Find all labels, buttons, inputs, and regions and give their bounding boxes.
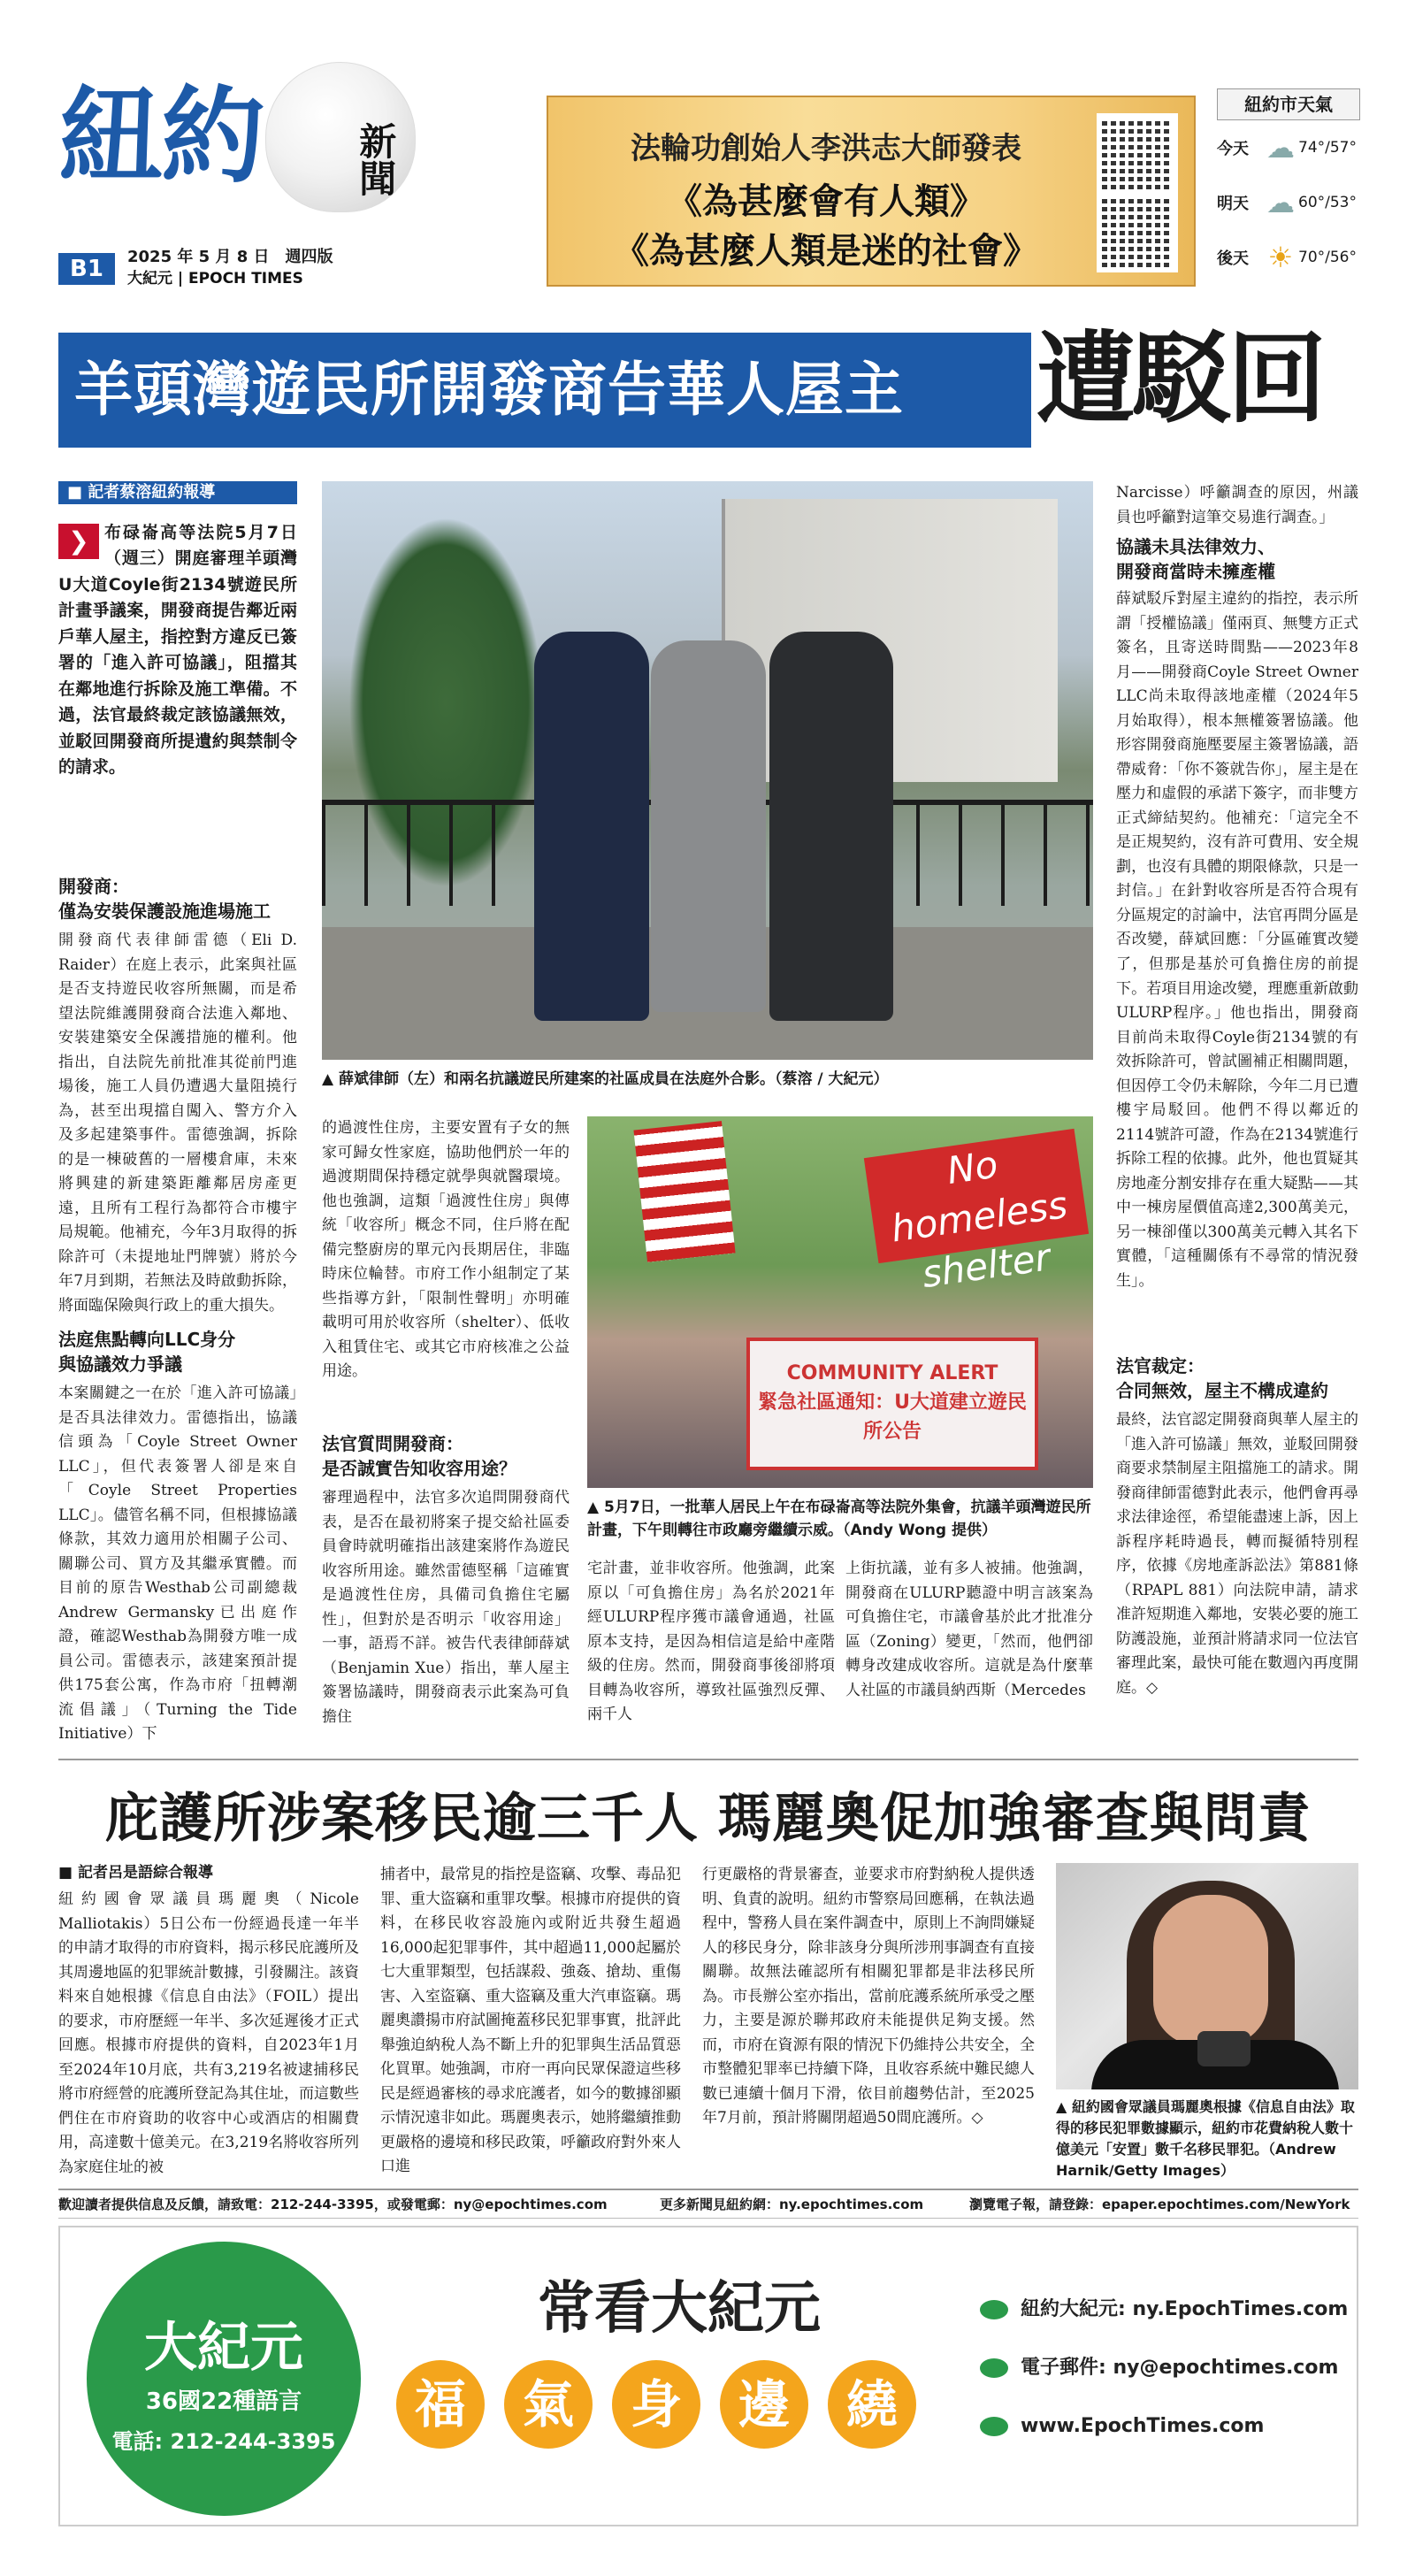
- story1-photo-protest[interactable]: [587, 1116, 1093, 1488]
- person-resident: [769, 632, 893, 1021]
- story1-col5-text-a: 薛斌駁斥對屋主違約的指控，表示所謂「授權協議」僅兩頁、無雙方正式簽名，且寄送時間點——2023年8月——開發商Coyle Street Owner LLC尚未取得該地產權（2024年5月始取得），根本無權簽署協議。他形容開發商施壓要屋主簽署協議，語帶威脅：「你不簽就告你」，屋主是在壓力和虛假的承諾下簽字，而非雙方正式締結契約。他補充：「這完全不是正規契約，沒有許可費用、安全規劃，也沒有具體的期限條款，只是一封信。」在針對收容所是否符合現有分區規定的討論中，法官再問分區是否改變，薛斌回應：「分區確實改變了，但那是基於可負擔住房的前提下。若項目用途改變，理應重新啟動ULURP程序。」他也指出，開發商目前尚未取得Coyle街2134號的有效拆除許可，曾試圖補正相關問題，但因停工令仍未解除，今年二月已遭樓宇局駁回。他們不得以鄰近的2114號許可證，作為在2134號進行拆除工程的依據。此外，他也質疑其房地產分割安排存在重大疑點——其中一棟房屋價值高達2,300萬美元，另一棟卻僅以300萬美元轉入其名下實體，「這種關係有不尋常的情況發生」。: [1116, 590, 1358, 1290]
- blessing-char: 繞: [828, 2360, 916, 2449]
- weather-title: 紐約市天氣: [1217, 88, 1360, 120]
- story1-col5-text: Narcisse）呼籲調查的原因，州議員也呼籲對這筆交易進行調查。」: [1116, 484, 1358, 526]
- leaf-icon: [980, 2417, 1008, 2436]
- weather-temp: 60°/53°: [1298, 194, 1357, 211]
- bottom-ad-title: 常看大紀元: [538, 2276, 821, 2342]
- rain-cloud-icon: ☁: [1266, 131, 1295, 165]
- blessing-char: 氣: [504, 2360, 593, 2449]
- story2-col1-text: 紐約國會眾議員瑪麗奧（Nicole Malliotakis）5日公布一份經過長達一年半的申請才取得的市府資料，揭示移民庇護所及其周邊地區的犯罪統計數據，引發關注。該資料來自她根據《信息自由法》（FOIL）提出的要求，市府歷經一年半、多次延遲後才正式回應。根據市府提供的資料，自2023年1月至2024年10月底，共有3,219名被逮捕移民將市府經營的庇護所登記為其住址，而這數些們住在市府資助的收容中心或酒店的相關費用，高達數十億美元。在3,219名將收容所列為家庭住址的被: [58, 1890, 359, 2176]
- weather-day: 明天: [1217, 195, 1249, 213]
- protest-sign: COMMUNITY ALERT 緊急社區通知：U大道建立遊民所公告: [746, 1338, 1038, 1470]
- qr-codes[interactable]: [1097, 113, 1178, 272]
- weather-day: 今天: [1217, 140, 1249, 158]
- story1-byline: ■ 記者蔡溶紐約報導: [58, 481, 297, 504]
- story1-headline[interactable]: 羊頭灣遊民所開發商告華人屋主: [58, 333, 1031, 448]
- contact-link-website[interactable]: [980, 2281, 1348, 2339]
- brand-circle: [87, 2242, 361, 2516]
- footer-bar: [58, 2189, 1358, 2219]
- story1-subhead-4: 協議未具法律效力、 開發商當時未擁產權: [1116, 536, 1275, 582]
- contact-link-text[interactable]: 電子郵件: ny@epochtimes.com: [1021, 2357, 1339, 2379]
- weather-temp: 74°/57°: [1298, 139, 1357, 157]
- weather-row: [1217, 175, 1360, 230]
- story1-col2-text: 的過渡性住房，主要安置有子女的無家可歸女性家庭，協助他們於一年的過渡期間保持穩定就學與就醫環境。他也強調，這類「過渡性住房」與傳統「收容所」概念不同，住戶將在配備完整廚房的單元內長期居住，非臨時床位輪替。市府工作小組制定了某些指導方針，「限制性聲明」亦明確載明可用於收容所（shelter）、低收入租賃住宅、或其它市府核准之公益用途。: [322, 1119, 570, 1381]
- story1-col5-text-b: 最終，法官認定開發商與華人屋主的「進入許可協議」無效，並駁回開發商要求禁制屋主阻擋施工的請求。開發商律師雷德對此表示，他們會再尋求法律途徑，希望能盡速上訴，因上訴程序耗時過長，轉而擬循特別程序，依據《房地產訴訟法》第881條（RPAPL 881）向法院申請，請求准許短期進入鄰地，安裝必要的施工防護設施，並預計將請求同一位法官審理此案，最快可能在數週內再度開庭。◇: [1116, 1411, 1358, 1697]
- top-ad-line1: 法輪功創始人李洪志大師發表: [631, 131, 1021, 166]
- lead-arrow-icon: ❯: [58, 524, 99, 559]
- qr-code-icon: [1102, 196, 1173, 267]
- brand-line: 大紀元 | EPOCH TIMES: [127, 270, 303, 288]
- story1-photo1-caption: ▲ 薛斌律師（左）和兩名抗議遊民所建案的社區成員在法庭外合影。（蔡溶 / 大紀元）: [322, 1070, 889, 1088]
- footer-feedback[interactable]: 歡迎讀者提供信息及反饋，請致電：212-244-3395，或發電郵：ny@epochtimes.com: [58, 2196, 608, 2212]
- story1-lead-text: 布碌崙高等法院5月7日（週三）開庭審理羊頭灣U大道Coyle街2134號遊民所計畫爭議案，開發商提告鄰近兩戶華人屋主，指控對方違反已簽署的「進入許可協議」，阻擋其在鄰地進行拆除及施工準備。不過，法官最終裁定該協議無效，並駁回開發商所提遺約與禁制令的請求。: [58, 523, 297, 777]
- contact-link-text[interactable]: www.EpochTimes.com: [1021, 2415, 1265, 2437]
- story2-col2-text: 捕者中，最常見的指控是盜竊、攻擊、毒品犯罪、重大盜竊和重罪攻擊。根據市府提供的資料，在移民收容設施內或附近共發生超過16,000起犯罪事件，其中超過11,000起屬於七大重罪類型，包括謀殺、強姦、搶劫、重傷害、入室盜竊、重大盜竊及重大汽車盜竊。瑪麗奧讚揚市府試圖掩蓋移民犯罪事實，批評此舉強迫納稅人為不斷上升的犯罪與生活品質惡化買單。她強調，市府一再向民眾保證這些移民是經過審核的尋求庇護者，如今的數據卻顯示情況遠非如此。瑪麗奧表示，她將繼續推動更嚴格的邊境和移民政策，呼籲政府對外來人口進: [380, 1866, 681, 2176]
- blessing-chars: [396, 2360, 916, 2449]
- story2-photo-caption: ▲ 紐約國會眾議員瑪麗奧根據《信息自由法》取得的移民犯罪數據顯示，紐約市花費納稅人數十億美元「安置」數千名移民罪犯。（Andrew Harnik/Getty Images）: [1056, 2098, 1355, 2179]
- leaf-icon: [980, 2300, 1008, 2319]
- story1-col1-text-b: 本案關鍵之一在於「進入許可協議」是否具法律效力。雷德指出，協議信頭為「Coyle Street Owner LLC」，但代表簽署人卻是來自「Coyle Street Properties LLC」。儘管名稱不同，但根據協議條款，其效力適用於相關子公司、關聯公司、買方及其繼承實體。而目前的原告Westhab公司副總裁Andrew Germansky已出庭作證，確認Westhab為開發方唯一成員公司。雷德表示，該建案預計提供175套公寓，作為市府「扭轉潮流倡議」（Turning the Tide Initiative）下: [58, 1384, 297, 1744]
- story1-lead: [58, 520, 297, 780]
- qr-code-icon: [1102, 119, 1173, 189]
- weather-row: [1217, 230, 1360, 285]
- section-divider: [58, 1759, 1358, 1760]
- weather-day: 後天: [1217, 249, 1249, 268]
- story1-subhead-1: 開發商： 僅為安裝保護設施進場施工: [58, 876, 271, 922]
- contact-link-main[interactable]: [980, 2397, 1348, 2456]
- person-lawyer: [534, 632, 649, 1021]
- paper-logo: 紐約: [58, 75, 264, 197]
- top-ad-line3: 《為甚麼人類是迷的社會》: [614, 230, 1038, 272]
- sun-cloud-icon: ☀: [1267, 241, 1294, 274]
- story2-headline[interactable]: 庇護所涉案移民逾三千人 瑪麗奧促加強審查與問責: [105, 1788, 1312, 1850]
- contact-link-email[interactable]: [980, 2339, 1348, 2397]
- story1-col2-text-b: 審理過程中，法官多次追問開發商代表，是否在最初將案子提交給社區委員會時就明確指出該建案將作為遊民收容所用途。雖然雷德堅稱「這確實是過渡性住房，具備司負擔住宅屬性」，但對於是否明示「收容用途」一事，語焉不詳。被告代表律師薛斌（Benjamin Xue）指出，華人屋主簽署協議時，開發商表示此案為可負擔住: [322, 1489, 570, 1726]
- brand-langs: 36國22種語言: [145, 2388, 302, 2415]
- weather-temp: 70°/56°: [1298, 249, 1357, 266]
- flag-shape: [633, 1121, 735, 1262]
- story1-headline-end[interactable]: 遭駁回: [1036, 322, 1323, 437]
- story2-byline: ■ 記者呂是語綜合報導: [58, 1864, 213, 1882]
- story1-subhead-3: 法官質問開發商： 是否誠實告知收容用途？: [322, 1433, 516, 1479]
- story1-photo2-caption: ▲ 5月7日，一批華人居民上午在布碌崙高等法院外集會，抗議羊頭灣遊民所計畫，下午則轉往市政廳旁繼續示威。（Andy Wong 提供）: [587, 1499, 1091, 1539]
- top-ad-banner[interactable]: [547, 96, 1196, 287]
- footer-more-news[interactable]: 更多新聞見紐約網：ny.epochtimes.com: [660, 2196, 924, 2212]
- contact-links: [980, 2281, 1348, 2456]
- brand-phone[interactable]: 電話: 212-244-3395: [111, 2429, 336, 2454]
- issue-date: 2025 年 5 月 8 日 週四版: [127, 248, 333, 266]
- brand-name: 大紀元: [144, 2317, 303, 2379]
- story2-col3-text: 行更嚴格的背景審查，並要求市府對納稅人提供透明、負責的說明。紐約市警察局回應稱，在執法過程中，警務人員在案件調查中，原則上不詢問嫌疑人的移民身分，除非該身分與所涉刑事調查有直接關聯。故無法確認所有相關犯罪都是非法移民所為。市長辦公室亦指出，當前庇護系統所承受之壓力，主要是源於聯邦政府未能提供足夠支援。然而，市府在資源有限的情況下仍維持公共安全，全市整體犯罪率已持續下降，且收容系統中難民總人數已連續十個月下滑，依目前趨勢估計，至2025年7月前，預計將關閉超過50間庇護所。◇: [702, 1866, 1035, 2128]
- paper-logo-news: 新聞: [354, 122, 398, 196]
- weather-box: [1217, 88, 1360, 290]
- story2-photo-malliotakis[interactable]: [1056, 1863, 1358, 2089]
- blessing-char: 身: [612, 2360, 700, 2449]
- blessing-char: 福: [396, 2360, 485, 2449]
- story1-photo-lawyer[interactable]: [322, 481, 1093, 1060]
- protest-banner: No homeless shelter: [864, 1129, 1089, 1263]
- story1-subhead-2: 法庭焦點轉向LLC身分 與協議效力爭議: [58, 1329, 236, 1375]
- rain-cloud-icon: ☁: [1266, 186, 1295, 219]
- blessing-char: 邊: [720, 2360, 808, 2449]
- top-ad-line2: 《為甚麼會有人類》: [667, 180, 985, 222]
- section-badge: B1: [58, 253, 115, 285]
- leaf-icon: [980, 2358, 1008, 2378]
- contact-link-text[interactable]: 紐約大紀元: ny.EpochTimes.com: [1021, 2298, 1349, 2320]
- face-shape: [1153, 1895, 1268, 2045]
- story1-subhead-5: 法官裁定： 合同無效，屋主不構成違約: [1116, 1355, 1328, 1401]
- story1-col1-text-a: 開發商代表律師雷德（Eli D. Raider）在庭上表示，此案與社區是否支持遊民收容所無關，而是希望法院維護開發商合法進入鄰地、安裝建築安全保護措施的權利。他指出，自法院先前批准其從前門進場後，施工人員仍遭遇大量阻撓行為，甚至出現擋自闖入、警方介入及多起建築事件。雷德強調，拆除的是一棟破舊的一層樓倉庫，未來將興建的新建築距離鄰居房產更遠，且所有工程行為都符合市樓宇局規範。他補充，今年3月取得的拆除許可（未提地址門牌號）將於今年7月到期，若無法及時啟動拆除，將面臨保險與行政上的重大損失。: [58, 932, 297, 1315]
- bottom-ad[interactable]: [58, 2226, 1358, 2526]
- story1-col4-text: 上街抗議，並有多人被捕。他強調，開發商在ULURP聽證中明言該案為可負擔住宅，市議會基於此才批准分區（Zoning）變更，「然而，他們卻轉身改建成收容所。這就是為什麼華人社區的市議員納西斯（Mercedes: [845, 1560, 1093, 1699]
- story1-col3-text: 宅計畫，並非收容所。他強調，此案原以「可負擔住房」為名於2021年經ULURP程序獲市議會通過，社區原本支持，是因為相信這是給中產階級的住房。然而，開發商事後卻將項目轉為收容所，導致社區強烈反彈、兩千人: [587, 1560, 835, 1724]
- person-resident: [651, 640, 766, 1012]
- weather-row: [1217, 120, 1360, 175]
- microphone-icon: [1197, 2031, 1251, 2066]
- footer-epaper[interactable]: 瀏覽電子報，請登錄：epaper.epochtimes.com/NewYork: [969, 2196, 1350, 2212]
